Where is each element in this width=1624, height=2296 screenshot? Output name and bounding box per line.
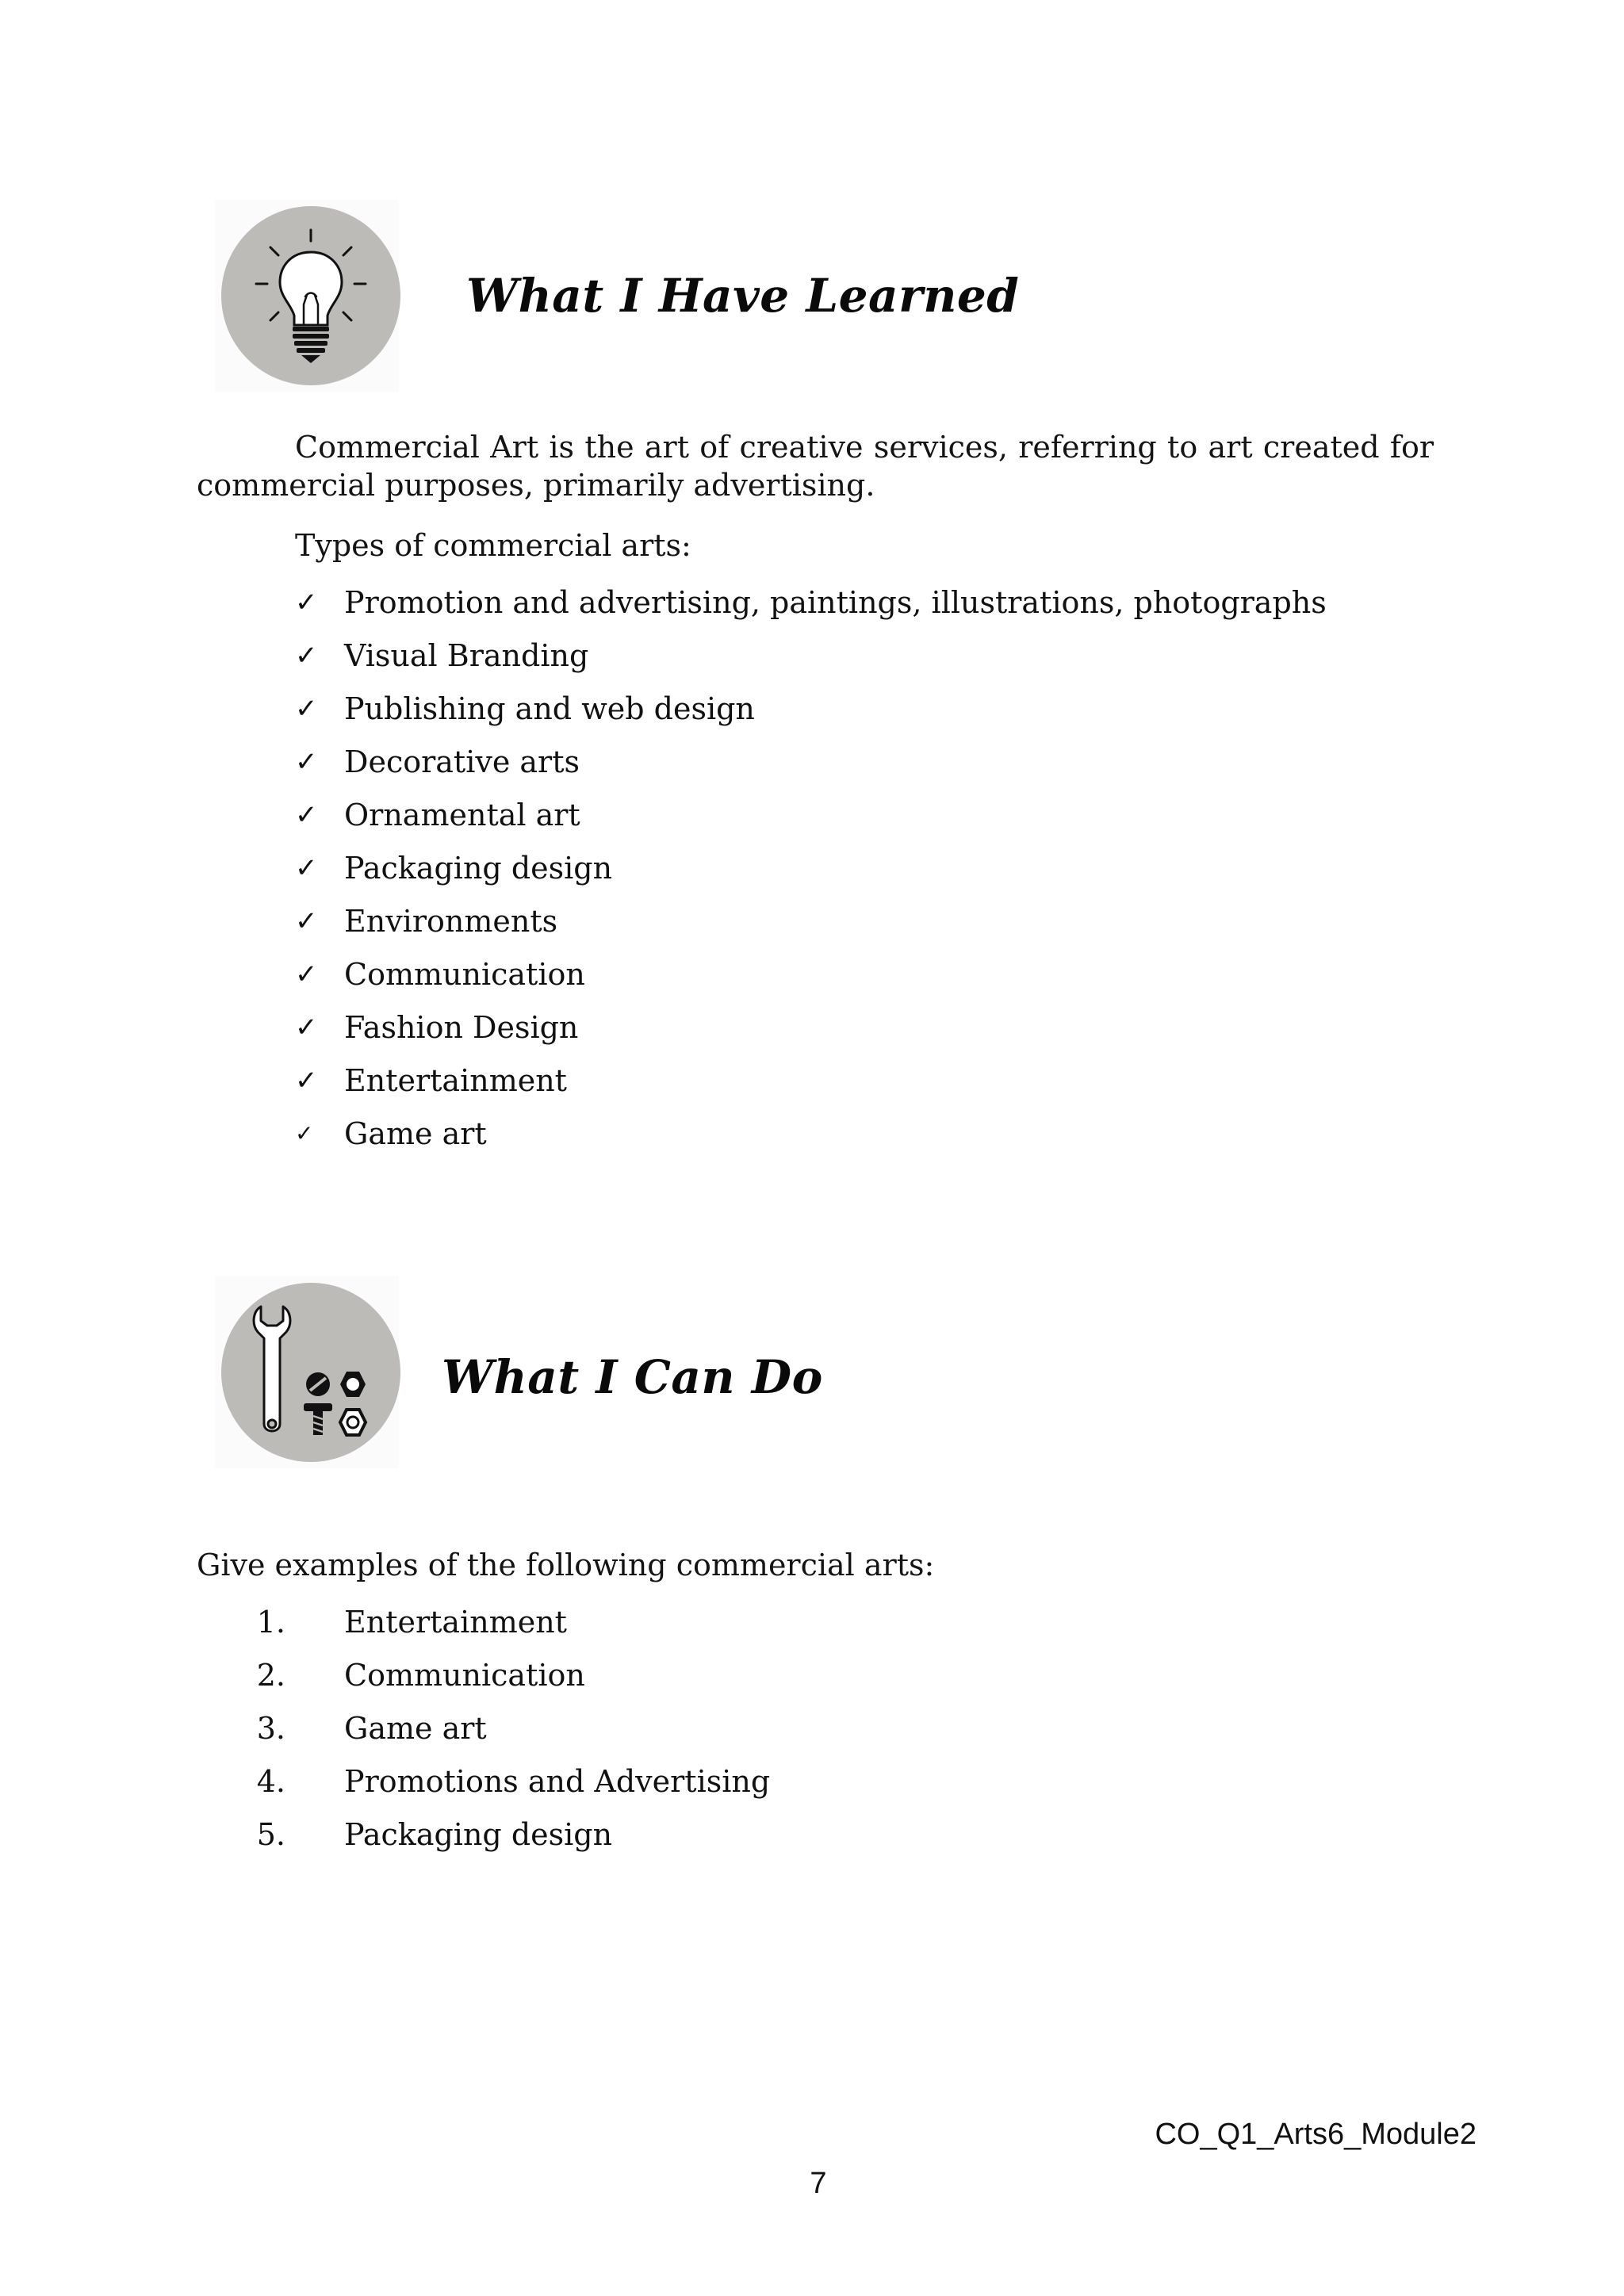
list-item-text: Visual Branding (344, 638, 589, 673)
list-item-text: Decorative arts (344, 744, 580, 779)
list-number: 3. (256, 1711, 285, 1746)
learned-section-title: What I Have Learned (466, 269, 1020, 323)
list-item-text: Entertainment (344, 1063, 567, 1098)
page-number: 7 (810, 2167, 827, 2200)
lightbulb-icon (221, 206, 400, 385)
check-icon: ✓ (295, 1012, 318, 1043)
check-icon: ✓ (295, 852, 318, 884)
list-number: 4. (256, 1764, 285, 1799)
list-item-text: Environments (344, 904, 558, 939)
list-item-text: Ornamental art (344, 798, 580, 832)
list-item-text: Promotion and advertising, paintings, illustrations, photographs (344, 585, 1327, 620)
list-item-text: Fashion Design (344, 1010, 579, 1045)
wrench-and-bolts-icon (221, 1283, 400, 1462)
check-icon: ✓ (295, 1065, 318, 1096)
check-icon: ✓ (295, 746, 318, 778)
commercial-art-definition: Commercial Art is the art of creative services, referring to art created for commercial purposes, primarily advertising. (197, 430, 1434, 503)
cando-section-icon-frame (215, 1276, 399, 1468)
list-item-text: Publishing and web design (344, 691, 755, 726)
list-item-text: Communication (344, 1658, 585, 1693)
cando-section-title: What I Can Do (442, 1350, 823, 1404)
list-item-text: Communication (344, 957, 585, 992)
module-code-footer: CO_Q1_Arts6_Module2 (1155, 2118, 1477, 2151)
check-icon: ✓ (295, 587, 318, 618)
types-label: Types of commercial arts: (295, 528, 691, 563)
list-item-text: Packaging design (344, 1817, 613, 1852)
list-number: 2. (256, 1658, 285, 1693)
cando-instruction: Give examples of the following commercial arts: (197, 1548, 935, 1582)
check-icon: ✓ (295, 799, 318, 831)
list-item-text: Game art (344, 1116, 487, 1151)
learned-section-icon-frame (215, 200, 399, 392)
list-number: 1. (256, 1605, 285, 1640)
list-item-text: Promotions and Advertising (344, 1764, 771, 1799)
check-icon: ✓ (295, 959, 318, 990)
check-icon: ✓ (295, 693, 318, 725)
list-item-text: Game art (344, 1711, 487, 1746)
list-number: 5. (256, 1817, 285, 1852)
check-icon: ✓ (295, 905, 318, 937)
check-icon: ✓ (295, 1120, 314, 1146)
check-icon: ✓ (295, 640, 318, 672)
list-item-text: Packaging design (344, 851, 613, 886)
list-item-text: Entertainment (344, 1605, 567, 1640)
